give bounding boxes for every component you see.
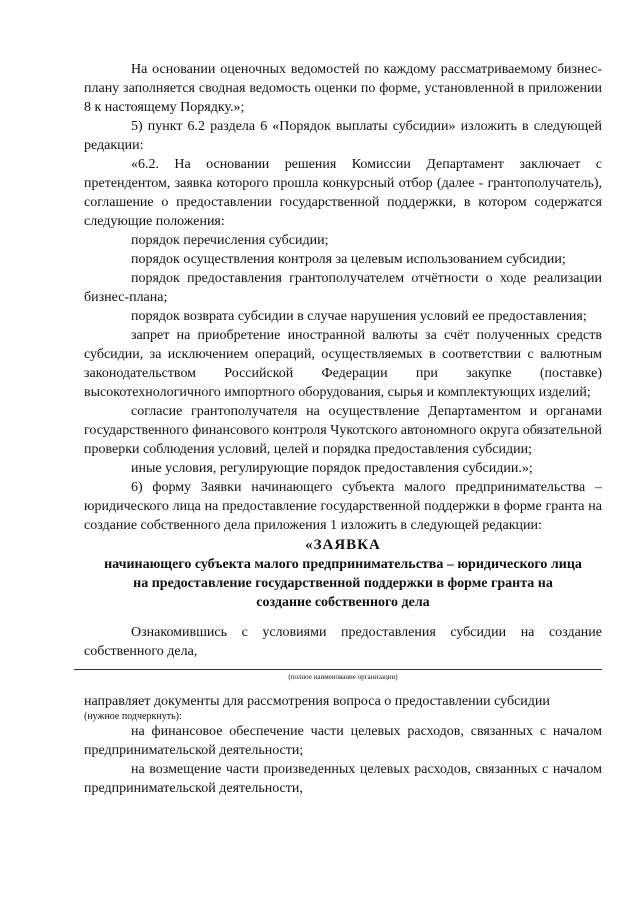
- form-title: «ЗАЯВКА: [305, 537, 381, 553]
- list-item: порядок возврата субсидии в случае нарушения условий ее предоставления;: [131, 309, 587, 324]
- paragraph-item-5: 5) пункт 6.2 раздела 6 «Порядок выплаты субсидии» изложить в следующей редакции:: [84, 119, 602, 153]
- form-subtitle-line: на предоставление государственной поддержки в форме гранта на: [133, 576, 553, 591]
- paragraph-item-6: 6) форму Заявки начинающего субъекта малого предпринимательства – юридического лица на предоставление государственной поддержки в форме гранта на создание собственного дела приложения 1 изложить в следующей редакции:: [84, 480, 602, 533]
- form-option: на финансовое обеспечение части целевых расходов, связанных с началом предпринимательской деятельности;: [84, 724, 602, 758]
- paragraph-clause-6-2: «6.2. На основании решения Комиссии Департамент заключает с претендентом, заявка которого прошла конкурсный отбор (далее - грантополучатель), соглашение о предоставлении государственной поддержки, в котором содержатся следующие положения:: [84, 157, 602, 229]
- form-sends-documents: направляет документы для рассмотрения вопроса о предоставлении субсидии: [84, 694, 550, 709]
- document-body: [84, 60, 602, 798]
- form-option: на возмещение части произведенных целевых расходов, связанных с началом предпринимательской деятельности,: [84, 762, 602, 796]
- list-item: запрет на приобретение иностранной валюты за счёт полученных средств субсидии, за исключением операций, осуществляемых в соответствии с валютным законодательством Российской Федерации при закупке (поставке) высокотехнологичного импортного оборудования, сырья и комплектующих изделий;: [84, 328, 602, 400]
- organization-name-field: [84, 661, 602, 692]
- form-subtitle-line: начинающего субъекта малого предпринимательства – юридического лица: [104, 557, 582, 572]
- form-subtitle-line: создание собственного дела: [256, 595, 430, 610]
- paragraph-evaluation-sheets: На основании оценочных ведомостей по каждому рассматриваемому бизнес-плану заполняется сводная ведомость оценки по форме, установленной в приложении 8 к настоящему Порядку.»;: [84, 62, 602, 115]
- form-intro: Ознакомившись с условиями предоставления субсидии на создание собственного дела,: [84, 625, 602, 659]
- list-item: порядок перечисления субсидии;: [131, 233, 329, 248]
- list-item: порядок осуществления контроля за целевым использованием субсидии;: [131, 252, 566, 267]
- organization-name-caption: (полное наименование организации): [288, 673, 398, 681]
- list-item: согласие грантополучателя на осуществление Департаментом и органами государственного финансового контроля Чукотского автономного округа обязательной проверки соблюдения условий, целей и порядка предоставления субсидии;: [84, 404, 602, 457]
- list-item: порядок предоставления грантополучателем отчётности о ходе реализации бизнес-плана;: [84, 271, 602, 305]
- form-underline-note: (нужное подчеркнуть):: [84, 711, 182, 722]
- list-item: иные условия, регулирующие порядок предоставления субсидии.»;: [131, 461, 533, 476]
- fill-in-line: [74, 669, 602, 670]
